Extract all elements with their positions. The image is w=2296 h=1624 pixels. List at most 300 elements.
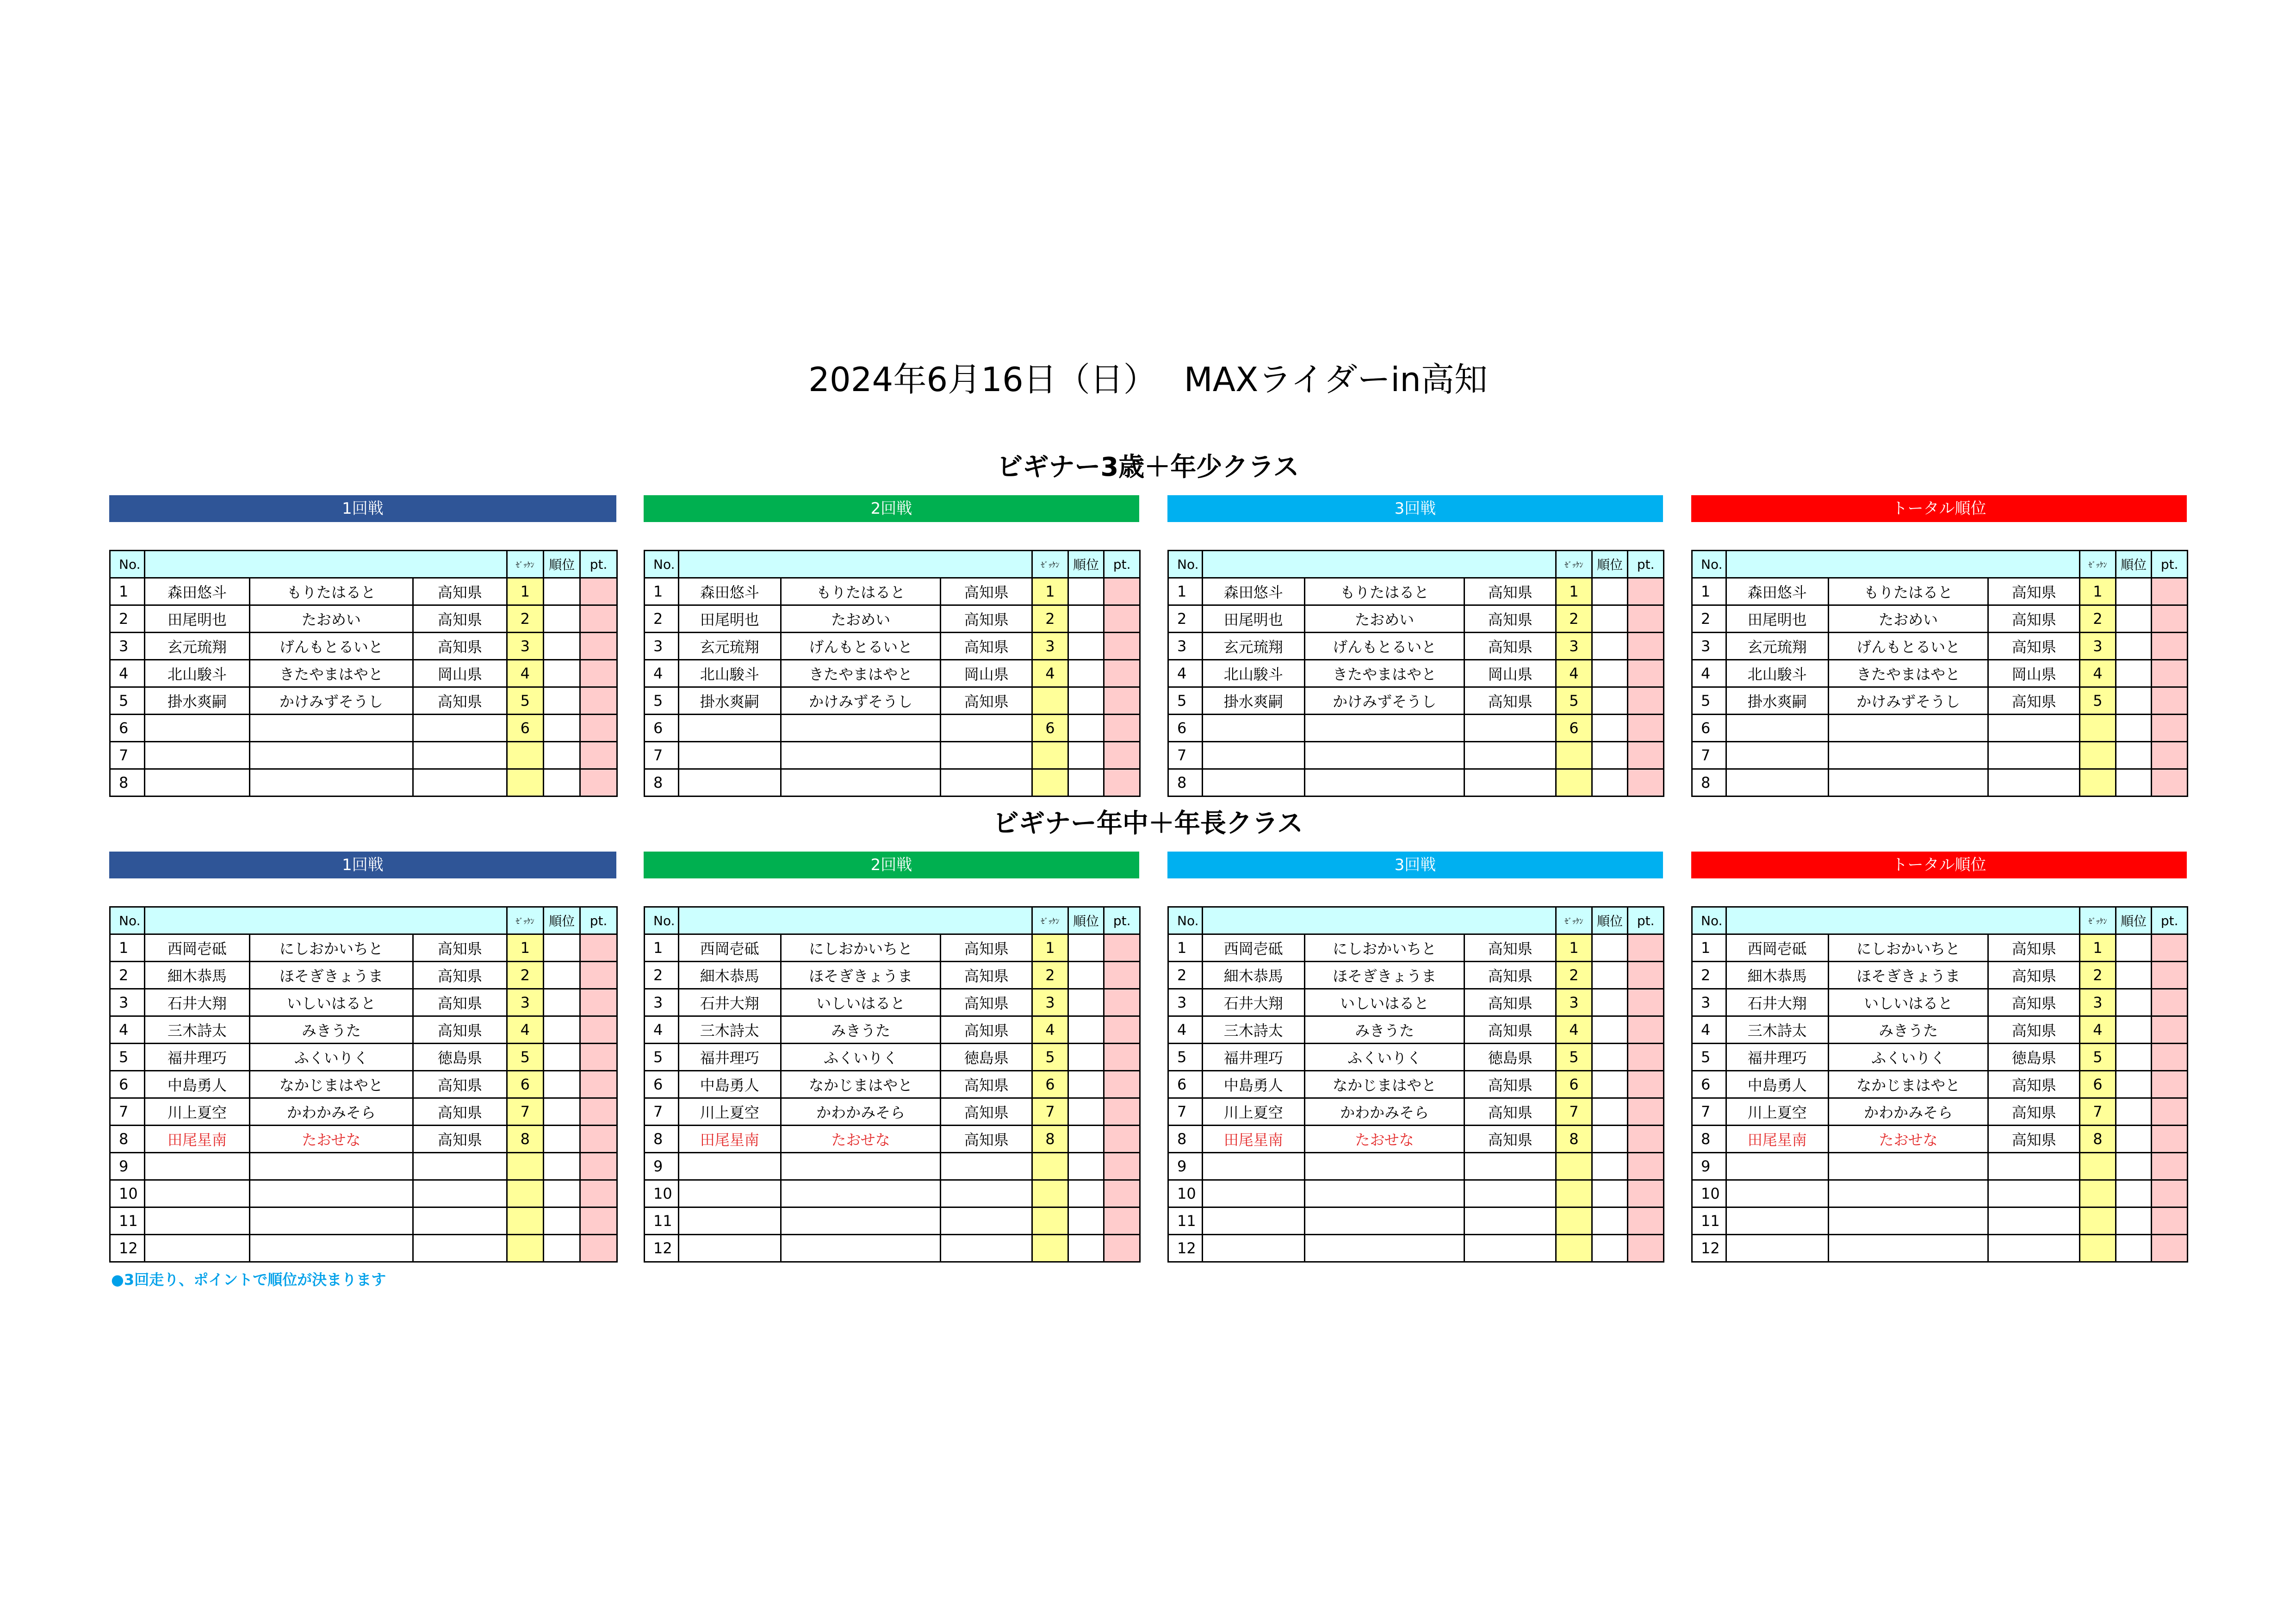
- row-no: 11: [1168, 1207, 1203, 1235]
- rider-kana: たおめい: [1304, 605, 1464, 633]
- header-no: No.: [110, 551, 145, 578]
- points-cell: [1104, 1207, 1140, 1235]
- header-bib: ｾﾞｯｹﾝ: [1556, 551, 1592, 578]
- rank-cell: [1592, 687, 1628, 715]
- rider-name: 玄元琉翔: [145, 633, 249, 660]
- bib-number: 3: [2080, 989, 2116, 1016]
- rank-cell: [1068, 934, 1104, 962]
- header-no: No.: [110, 907, 145, 934]
- points-cell: [1104, 578, 1140, 605]
- table-row: [110, 578, 617, 605]
- header-pt: pt.: [580, 907, 617, 934]
- rank-cell: [1068, 1126, 1104, 1153]
- rank-cell: [2116, 962, 2152, 989]
- rider-name: [1726, 1235, 1828, 1262]
- rider-name: [1202, 1235, 1304, 1262]
- rider-prefecture: 徳島県: [941, 1044, 1032, 1071]
- bib-number: 5: [507, 687, 543, 715]
- row-no: 6: [1692, 715, 1726, 742]
- rank-cell: [543, 1153, 580, 1180]
- header-rank: 順位: [2116, 551, 2152, 578]
- rank-cell: [1592, 715, 1628, 742]
- rider-prefecture: [1464, 715, 1556, 742]
- rider-name: [1202, 1207, 1304, 1235]
- rider-name: 北山駿斗: [1726, 660, 1828, 687]
- rank-cell: [2116, 687, 2152, 715]
- rider-prefecture: 高知県: [413, 633, 507, 660]
- bib-number: 8: [507, 1126, 543, 1153]
- rider-name: [678, 1180, 781, 1207]
- rank-cell: [1592, 1180, 1628, 1207]
- rank-cell: [1068, 1180, 1104, 1207]
- rider-kana: かわかみそら: [249, 1098, 413, 1126]
- points-cell: [1104, 1044, 1140, 1071]
- points-cell: [1104, 715, 1140, 742]
- rank-cell: [1592, 1126, 1628, 1153]
- rider-name: 森田悠斗: [1202, 578, 1304, 605]
- table-row: [1692, 1126, 2188, 1153]
- rider-kana: にしおかいちと: [249, 934, 413, 962]
- rider-kana: [781, 715, 940, 742]
- rider-name: [1726, 769, 1828, 796]
- points-cell: [2152, 989, 2188, 1016]
- results-table: [1167, 550, 1664, 797]
- rider-name: 西岡壱砥: [1202, 934, 1304, 962]
- rider-name: [678, 715, 781, 742]
- rider-name: 森田悠斗: [678, 578, 781, 605]
- rider-prefecture: [1464, 1235, 1556, 1262]
- row-no: 5: [110, 687, 145, 715]
- rank-cell: [543, 769, 580, 796]
- header-rank: 順位: [1592, 551, 1628, 578]
- rank-cell: [543, 742, 580, 769]
- points-cell: [1104, 1126, 1140, 1153]
- rider-kana: かけみずそうし: [1304, 687, 1464, 715]
- header-no: No.: [1692, 551, 1726, 578]
- rider-kana: げんもとるいと: [781, 633, 940, 660]
- rider-name: [1726, 1207, 1828, 1235]
- rank-cell: [1592, 1098, 1628, 1126]
- rank-cell: [1592, 934, 1628, 962]
- rider-kana: [1304, 1180, 1464, 1207]
- rider-name: 田尾明也: [678, 605, 781, 633]
- points-cell: [1628, 687, 1664, 715]
- rider-kana: [781, 1153, 940, 1180]
- bib-number: 4: [507, 1016, 543, 1044]
- table-row: [110, 687, 617, 715]
- row-no: 1: [110, 934, 145, 962]
- results-table: [1167, 906, 1664, 1263]
- bib-number: 6: [1556, 1071, 1592, 1098]
- rider-name: 福井理巧: [1202, 1044, 1304, 1071]
- row-no: 8: [645, 769, 679, 796]
- bib-number: [1032, 1180, 1068, 1207]
- row-no: 12: [1692, 1235, 1726, 1262]
- rider-name: 細木恭馬: [145, 962, 249, 989]
- rider-name: 西岡壱砥: [145, 934, 249, 962]
- rider-kana: ふくいりく: [781, 1044, 940, 1071]
- points-cell: [580, 660, 617, 687]
- rider-name: 三木詩太: [1726, 1016, 1828, 1044]
- bib-number: [1556, 742, 1592, 769]
- bib-number: 1: [2080, 578, 2116, 605]
- rider-prefecture: [413, 715, 507, 742]
- rider-name: 石井大翔: [678, 989, 781, 1016]
- rider-kana: [1828, 1180, 1988, 1207]
- points-cell: [1628, 1153, 1664, 1180]
- rider-prefecture: 高知県: [1464, 962, 1556, 989]
- results-table: [1691, 550, 2188, 797]
- bib-number: 2: [2080, 605, 2116, 633]
- rider-prefecture: 高知県: [1988, 962, 2080, 989]
- row-no: 4: [1692, 1016, 1726, 1044]
- row-no: 8: [1692, 769, 1726, 796]
- table-row: [1168, 1235, 1664, 1262]
- row-no: 2: [645, 962, 679, 989]
- table-header-row: [1168, 907, 1664, 934]
- points-cell: [1104, 605, 1140, 633]
- rank-cell: [1068, 1044, 1104, 1071]
- rider-kana: [781, 1180, 940, 1207]
- bib-number: 4: [2080, 1016, 2116, 1044]
- table-row: [645, 1126, 1140, 1153]
- rider-kana: [1304, 1153, 1464, 1180]
- bib-number: 6: [507, 715, 543, 742]
- table-row: [645, 687, 1140, 715]
- table-row: [645, 1044, 1140, 1071]
- row-no: 5: [110, 1044, 145, 1071]
- table-header-row: [1692, 551, 2188, 578]
- bib-number: 6: [507, 1071, 543, 1098]
- bib-number: 2: [1556, 605, 1592, 633]
- rank-cell: [1592, 633, 1628, 660]
- rank-cell: [1068, 1016, 1104, 1044]
- table-row: [1692, 633, 2188, 660]
- rank-cell: [1068, 962, 1104, 989]
- bib-number: [1556, 1180, 1592, 1207]
- bib-number: [1032, 769, 1068, 796]
- table-row: [1168, 715, 1664, 742]
- rider-prefecture: 高知県: [1464, 934, 1556, 962]
- rank-cell: [2116, 1044, 2152, 1071]
- rider-kana: げんもとるいと: [1304, 633, 1464, 660]
- rank-cell: [543, 578, 580, 605]
- rider-prefecture: 岡山県: [1988, 660, 2080, 687]
- rider-prefecture: 高知県: [1464, 605, 1556, 633]
- header-rank: 順位: [2116, 907, 2152, 934]
- row-no: 2: [110, 962, 145, 989]
- rider-prefecture: 徳島県: [1464, 1044, 1556, 1071]
- rank-cell: [1068, 633, 1104, 660]
- rank-cell: [1592, 1207, 1628, 1235]
- rider-prefecture: 高知県: [1988, 934, 2080, 962]
- table-header-row: [645, 551, 1140, 578]
- row-no: 8: [645, 1126, 679, 1153]
- row-no: 4: [1692, 660, 1726, 687]
- rider-name: 石井大翔: [145, 989, 249, 1016]
- rider-name: 川上夏空: [678, 1098, 781, 1126]
- points-cell: [580, 1180, 617, 1207]
- rider-kana: [1828, 1207, 1988, 1235]
- row-no: 5: [645, 1044, 679, 1071]
- header-no: No.: [1692, 907, 1726, 934]
- round-header: 3回戦: [1167, 852, 1663, 878]
- rider-kana: なかじまはやと: [781, 1071, 940, 1098]
- bib-number: 3: [1032, 989, 1068, 1016]
- points-cell: [1104, 1071, 1140, 1098]
- table-row: [1692, 1180, 2188, 1207]
- rider-prefecture: 岡山県: [1464, 660, 1556, 687]
- rider-name: 三木詩太: [678, 1016, 781, 1044]
- table-row: [1168, 989, 1664, 1016]
- rider-prefecture: [1464, 1207, 1556, 1235]
- points-cell: [580, 1207, 617, 1235]
- row-no: 4: [110, 1016, 145, 1044]
- rider-name: [145, 1180, 249, 1207]
- points-cell: [2152, 578, 2188, 605]
- bib-number: 5: [2080, 1044, 2116, 1071]
- points-cell: [580, 1098, 617, 1126]
- bib-number: [1032, 1235, 1068, 1262]
- header-bib: ｾﾞｯｹﾝ: [1032, 551, 1068, 578]
- table-row: [645, 715, 1140, 742]
- rider-kana: [1304, 1207, 1464, 1235]
- row-no: 5: [1168, 687, 1203, 715]
- bib-number: 5: [1556, 1044, 1592, 1071]
- header-pt: pt.: [2152, 907, 2188, 934]
- table-row: [1168, 605, 1664, 633]
- table-row: [110, 660, 617, 687]
- rank-cell: [543, 1235, 580, 1262]
- table-row: [645, 1153, 1140, 1180]
- table-row: [1168, 962, 1664, 989]
- rider-prefecture: [941, 1180, 1032, 1207]
- bib-number: 4: [1032, 660, 1068, 687]
- row-no: 7: [1692, 1098, 1726, 1126]
- rider-prefecture: 高知県: [1464, 1098, 1556, 1126]
- rider-kana: [1304, 742, 1464, 769]
- rider-kana: [1828, 1153, 1988, 1180]
- points-cell: [2152, 742, 2188, 769]
- rider-prefecture: 高知県: [941, 605, 1032, 633]
- table-row: [110, 1126, 617, 1153]
- rank-cell: [1068, 687, 1104, 715]
- rider-kana: [1304, 769, 1464, 796]
- bib-number: 2: [1556, 962, 1592, 989]
- rank-cell: [1592, 989, 1628, 1016]
- rank-cell: [1068, 1153, 1104, 1180]
- header-bib: ｾﾞｯｹﾝ: [1556, 907, 1592, 934]
- header-rider: [1726, 907, 2079, 934]
- header-no: No.: [645, 907, 679, 934]
- rank-cell: [2116, 1126, 2152, 1153]
- rank-cell: [1592, 1235, 1628, 1262]
- table-row: [110, 1153, 617, 1180]
- points-cell: [2152, 1016, 2188, 1044]
- rider-prefecture: [1464, 1153, 1556, 1180]
- table-row: [1168, 1207, 1664, 1235]
- rider-prefecture: 高知県: [413, 989, 507, 1016]
- rank-cell: [543, 633, 580, 660]
- round-header: 2回戦: [644, 852, 1139, 878]
- points-cell: [1628, 1016, 1664, 1044]
- rank-cell: [1068, 605, 1104, 633]
- rider-name: 田尾明也: [145, 605, 249, 633]
- row-no: 3: [645, 633, 679, 660]
- row-no: 3: [110, 633, 145, 660]
- bib-number: [507, 1207, 543, 1235]
- rider-prefecture: [1988, 715, 2080, 742]
- bib-number: [2080, 742, 2116, 769]
- header-bib: ｾﾞｯｹﾝ: [1032, 907, 1068, 934]
- row-no: 1: [110, 578, 145, 605]
- row-no: 4: [110, 660, 145, 687]
- rider-prefecture: 高知県: [941, 1126, 1032, 1153]
- table-row: [645, 660, 1140, 687]
- table-row: [1692, 1071, 2188, 1098]
- rider-prefecture: 高知県: [1988, 605, 2080, 633]
- rider-name: [145, 1207, 249, 1235]
- bib-number: [507, 742, 543, 769]
- rider-name: 北山駿斗: [678, 660, 781, 687]
- table-row: [645, 742, 1140, 769]
- table-row: [1168, 633, 1664, 660]
- bib-number: 8: [2080, 1126, 2116, 1153]
- bib-number: 7: [2080, 1098, 2116, 1126]
- bib-number: [1032, 1153, 1068, 1180]
- rider-kana: [1828, 742, 1988, 769]
- rank-cell: [1068, 1071, 1104, 1098]
- row-no: 3: [1168, 633, 1203, 660]
- rider-kana: もりたはると: [249, 578, 413, 605]
- rank-cell: [1068, 715, 1104, 742]
- points-cell: [2152, 1235, 2188, 1262]
- table-header-row: [110, 907, 617, 934]
- table-row: [1692, 934, 2188, 962]
- rider-kana: たおめい: [249, 605, 413, 633]
- rider-prefecture: 高知県: [941, 962, 1032, 989]
- rider-name: 掛水爽嗣: [678, 687, 781, 715]
- row-no: 6: [645, 1071, 679, 1098]
- points-cell: [2152, 1207, 2188, 1235]
- points-cell: [1628, 934, 1664, 962]
- rank-cell: [1592, 578, 1628, 605]
- rank-cell: [543, 1044, 580, 1071]
- rider-name: 中島勇人: [1726, 1071, 1828, 1098]
- rider-prefecture: 高知県: [413, 687, 507, 715]
- table-row: [1692, 1044, 2188, 1071]
- rider-prefecture: [941, 715, 1032, 742]
- rank-cell: [1592, 1071, 1628, 1098]
- row-no: 6: [1168, 715, 1203, 742]
- scoring-note: ●3回走り、ポイントで順位が決まります: [111, 1271, 386, 1288]
- table-row: [645, 1071, 1140, 1098]
- results-table: [644, 550, 1141, 797]
- rider-prefecture: [1988, 1235, 2080, 1262]
- row-no: 4: [645, 1016, 679, 1044]
- rider-prefecture: 高知県: [941, 1098, 1032, 1126]
- rider-name: [145, 715, 249, 742]
- rank-cell: [2116, 989, 2152, 1016]
- bib-number: 1: [507, 578, 543, 605]
- table-row: [1692, 660, 2188, 687]
- rider-prefecture: 高知県: [413, 1098, 507, 1126]
- row-no: 2: [1168, 962, 1203, 989]
- rider-name: 川上夏空: [1726, 1098, 1828, 1126]
- row-no: 10: [1692, 1180, 1726, 1207]
- bib-number: [2080, 1180, 2116, 1207]
- table-row: [1168, 1098, 1664, 1126]
- row-no: 2: [1168, 605, 1203, 633]
- rider-name: 中島勇人: [145, 1071, 249, 1098]
- row-no: 11: [645, 1207, 679, 1235]
- header-rider: [1202, 551, 1556, 578]
- rider-kana: ふくいりく: [249, 1044, 413, 1071]
- table-row: [1692, 1098, 2188, 1126]
- points-cell: [1104, 633, 1140, 660]
- rider-prefecture: 高知県: [1988, 989, 2080, 1016]
- header-bib: ｾﾞｯｹﾝ: [2080, 907, 2116, 934]
- rider-prefecture: 高知県: [1988, 1016, 2080, 1044]
- rider-kana: ほそぎきょうま: [249, 962, 413, 989]
- header-rank: 順位: [1068, 907, 1104, 934]
- rank-cell: [543, 715, 580, 742]
- rank-cell: [2116, 934, 2152, 962]
- rider-kana: いしいはると: [1828, 989, 1988, 1016]
- rider-prefecture: [941, 1207, 1032, 1235]
- rank-cell: [1592, 1153, 1628, 1180]
- rider-kana: たおせな: [1304, 1126, 1464, 1153]
- points-cell: [1628, 578, 1664, 605]
- bib-number: 4: [507, 660, 543, 687]
- rider-prefecture: 高知県: [413, 1016, 507, 1044]
- points-cell: [1628, 633, 1664, 660]
- table-row: [645, 769, 1140, 796]
- bib-number: 2: [2080, 962, 2116, 989]
- rider-prefecture: 高知県: [1988, 1098, 2080, 1126]
- table-row: [1168, 934, 1664, 962]
- bib-number: 1: [507, 934, 543, 962]
- rank-cell: [2116, 1207, 2152, 1235]
- rider-prefecture: [1464, 769, 1556, 796]
- header-rank: 順位: [1068, 551, 1104, 578]
- rider-prefecture: [1988, 742, 2080, 769]
- rider-prefecture: 高知県: [1988, 1071, 2080, 1098]
- table-row: [1692, 578, 2188, 605]
- rider-name: 森田悠斗: [1726, 578, 1828, 605]
- points-cell: [1628, 1207, 1664, 1235]
- points-cell: [2152, 660, 2188, 687]
- table-row: [645, 1016, 1140, 1044]
- bib-number: 3: [1032, 633, 1068, 660]
- rider-name: [145, 1235, 249, 1262]
- rider-prefecture: 高知県: [1464, 633, 1556, 660]
- bib-number: 5: [1032, 1044, 1068, 1071]
- rank-cell: [1592, 605, 1628, 633]
- rider-kana: [249, 1153, 413, 1180]
- rank-cell: [543, 1071, 580, 1098]
- bib-number: 3: [507, 989, 543, 1016]
- bib-number: [507, 1153, 543, 1180]
- rider-name: [678, 1153, 781, 1180]
- rider-kana: [249, 742, 413, 769]
- rider-kana: みきうた: [1304, 1016, 1464, 1044]
- points-cell: [1104, 1180, 1140, 1207]
- row-no: 5: [1692, 1044, 1726, 1071]
- rider-kana: ほそぎきょうま: [1828, 962, 1988, 989]
- table-row: [110, 769, 617, 796]
- round-header: 1回戦: [109, 852, 616, 878]
